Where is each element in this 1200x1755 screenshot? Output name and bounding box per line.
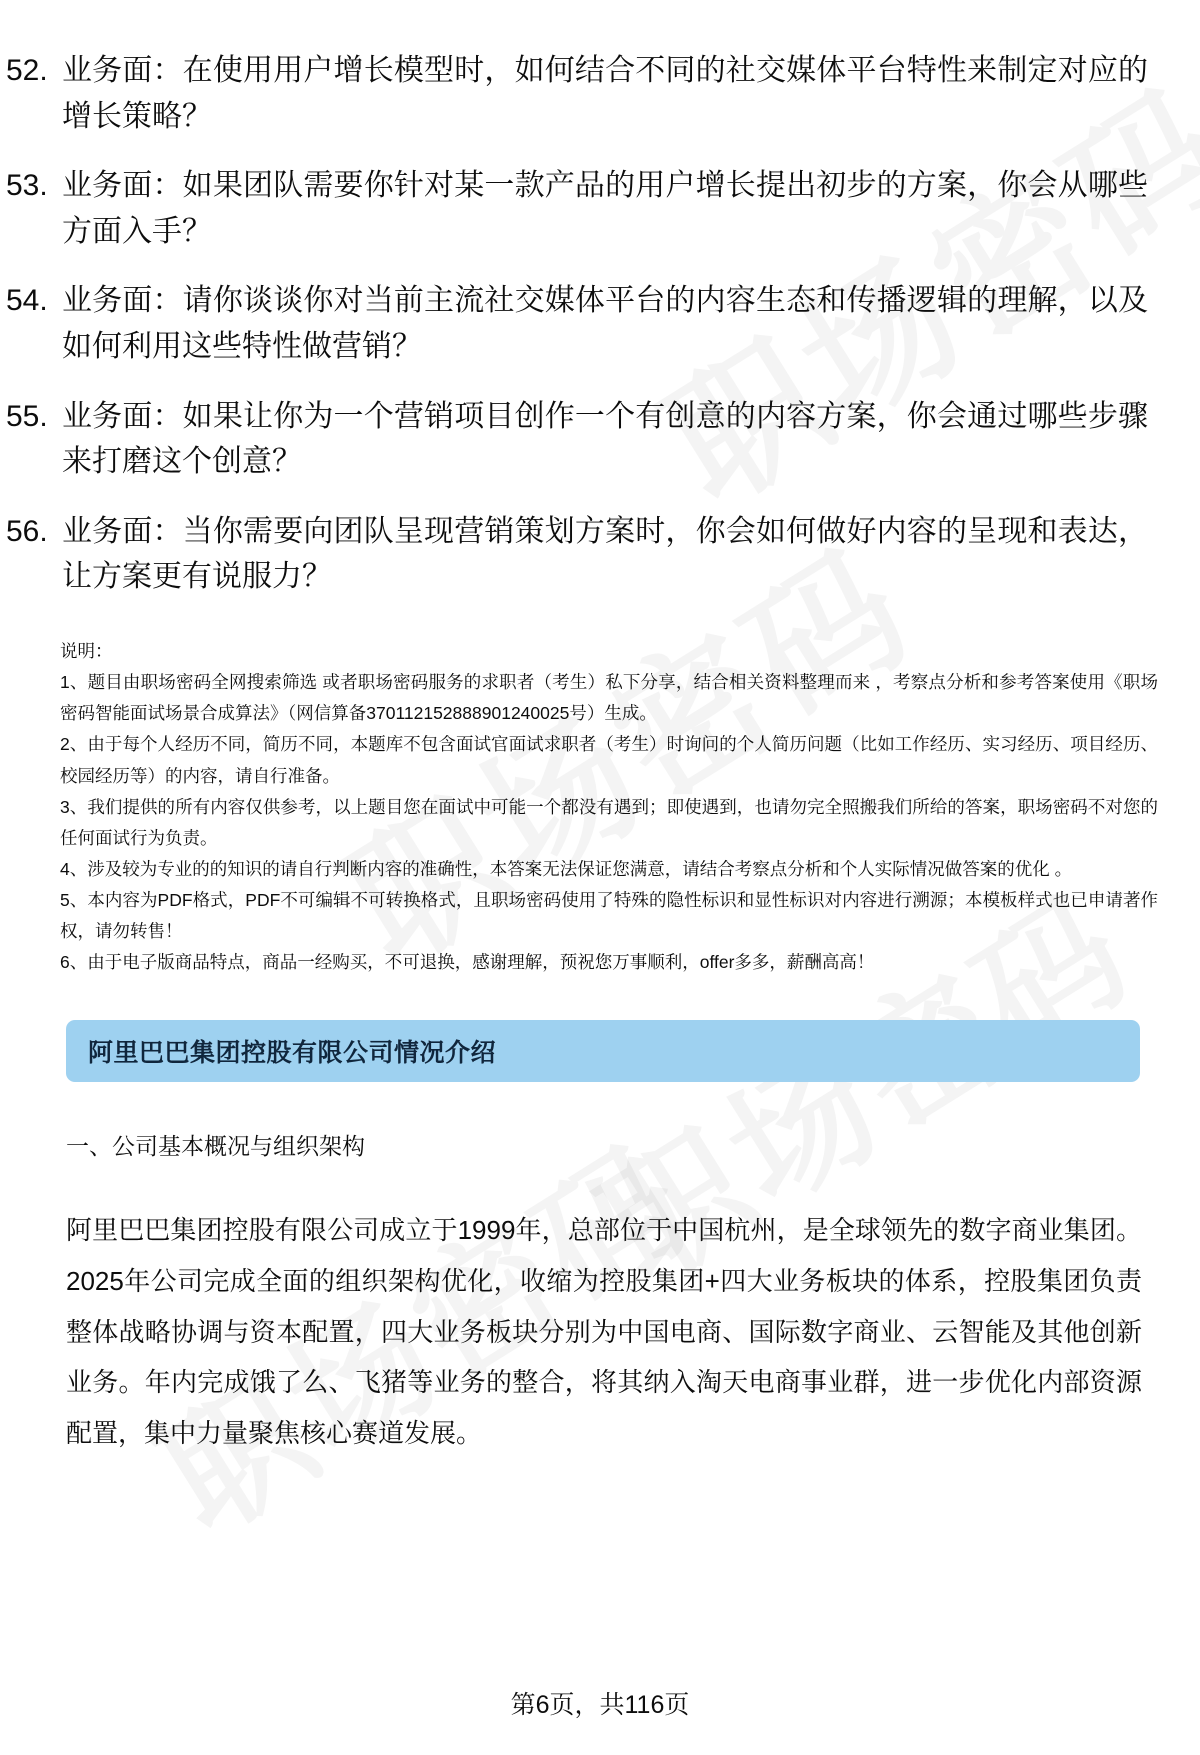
note-line-6: 6、由于电子版商品特点，商品一经购买，不可退换，感谢理解，预祝您万事顺利，offer多多，薪酬高高！ (60, 952, 875, 973)
question-text: 业务面：当你需要向团队呈现营销策划方案时，你会如何做好内容的呈现和表达，让方案更有说服力？ (62, 514, 1148, 594)
question-item (0, 394, 1200, 485)
note-line-2: 2、由于每个人经历不同，简历不同，本题库不包含面试官面试求职者（考生）时询问的个人简历问题（比如工作经历、实习经历、项目经历、校园经历等）的内容，请自行准备。 (60, 734, 1158, 786)
question-item (0, 278, 1200, 369)
notes-block (0, 636, 1200, 979)
question-list (0, 0, 1200, 600)
page-footer: 第6页，共116页 (510, 1691, 690, 1719)
question-number: 52. (6, 54, 48, 87)
question-item (0, 509, 1200, 600)
note-line-1: 1、题目由职场密码全网搜索筛选 或者职场密码服务的求职者（考生）私下分享，结合相关资料整理而来 ，考察点分析和参考答案使用《职场密码智能面试场景合成算法》（网信算备370112152888901240025号）生成。 (60, 672, 1158, 724)
question-number: 54. (6, 284, 48, 318)
question-number: 56. (6, 514, 48, 548)
note-line-4: 4、涉及较为专业的的知识的请自行判断内容的准确性，本答案无法保证您满意，请结合考察点分析和个人实际情况做答案的优化 。 (60, 858, 1073, 879)
question-number: 55. (6, 399, 48, 433)
question-number: 53. (6, 169, 48, 203)
question-text: 业务面：如果让你为一个营销项目创作一个有创意的内容方案，你会通过哪些步骤来打磨这个创意？ (62, 399, 1148, 479)
question-text: 业务面：请你谈谈你对当前主流社交媒体平台的内容生态和传播逻辑的理解，以及如何利用这些特性做营销？ (62, 284, 1148, 363)
section-paragraph: 阿里巴巴集团控股有限公司成立于1999年，总部位于中国杭州，是全球领先的数字商业集团。2025年公司完成全面的组织架构优化，收缩为控股集团+四大业务板块的体系，控股集团负责整体战略协调与资本配置，四大业务板块分别为中国电商、国际数字商业、云智能及其他创新业务。年内完成饿了么、飞猪等业务的整合，将其纳入淘天电商事业群，进一步优化内部资源配置，集中力量聚焦核心赛道发展。 (66, 1215, 1142, 1449)
notes-title: 说明： (60, 640, 113, 661)
section-banner (66, 1020, 1140, 1082)
section-sub-heading: 一、公司基本概况与组织架构 (66, 1133, 365, 1160)
question-text: 业务面：如果团队需要你针对某一款产品的用户增长提出初步的方案，你会从哪些方面入手？ (62, 169, 1148, 248)
note-line-3: 3、我们提供的所有内容仅供参考，以上题目您在面试中可能一个都没有遇到；即使遇到，也请勿完全照搬我们所给的答案，职场密码不对您的任何面试行为负责。 (60, 796, 1158, 848)
question-text: 业务面：在使用用户增长模型时，如何结合不同的社交媒体平台特性来制定对应的增长策略？ (62, 54, 1148, 133)
question-item (0, 48, 1200, 139)
note-line-5: 5、本内容为PDF格式，PDF不可编辑不可转换格式，且职场密码使用了特殊的隐性标识和显性标识对内容进行溯源；本模板样式也已申请著作权，请勿转售！ (60, 890, 1158, 942)
section-banner-title: 阿里巴巴集团控股有限公司情况介绍 (88, 1039, 497, 1068)
question-item (0, 163, 1200, 254)
